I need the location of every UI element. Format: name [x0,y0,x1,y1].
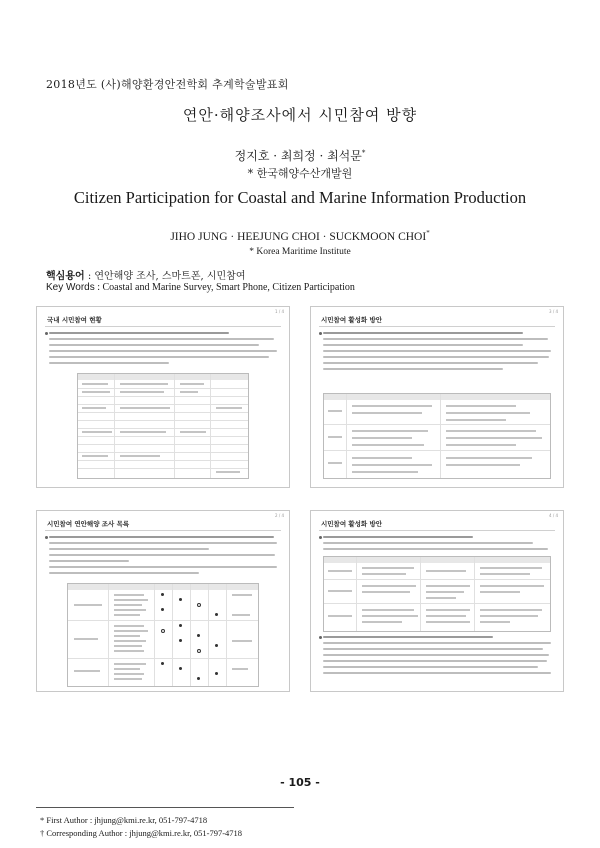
slide-text-line [323,356,549,358]
table-cell-text [180,383,204,385]
table-filled-mark [215,644,218,647]
table-row-line [68,620,258,621]
table-cell-text [480,615,538,617]
table-cell-text [74,604,102,606]
slide-page-number: 3 / 4 [549,309,558,314]
table-cell-text [426,621,470,623]
table-cell-text [120,383,168,385]
table-cell-text [74,638,98,640]
table-cell-text [114,650,144,652]
authors-korean [0,147,600,164]
table-col-line [172,584,173,686]
slide-text-line [49,542,277,544]
slide-text-line [49,554,275,556]
table-cell-text [426,609,470,611]
table-row-line [78,420,248,421]
footnote-first-author: * First Author : jhjung@kmi.re.kr, 051-797-4718 [40,815,208,825]
slide-text-line [49,548,209,550]
table-filled-mark [179,624,182,627]
table-cell-text [114,594,144,596]
table-cell-text [114,645,142,647]
table-cell-text [114,630,148,632]
table-cell-text [114,640,146,642]
table-row-line [78,404,248,405]
slide-page-number: 4 / 4 [549,513,558,518]
slide-table [323,393,551,479]
table-cell-text [446,430,536,432]
keywords-english-value: : Coastal and Marine Survey, Smart Phone, Citizen Participation [94,282,355,293]
keywords-korean [46,267,246,282]
table-row-line [78,452,248,453]
authors-english-names: JIHO JUNG · HEEJUNG CHOI · SUCKMOON CHOI [170,230,427,243]
slide-thumbnail-4 [310,510,564,692]
table-cell-text [446,412,530,414]
authors-korean-names: 정지호 · 최희정 · 최석문 [234,149,362,163]
table-filled-mark [179,667,182,670]
table-col-line [210,374,211,478]
table-row-line [78,444,248,445]
slide-page-number: 1 / 4 [275,309,284,314]
slide-text-line [323,542,533,544]
table-col-line [190,584,191,686]
table-col-line [174,374,175,478]
table-cell-text [114,663,146,665]
slide-text-line [49,566,277,568]
slide-text-line [49,572,199,574]
table-cell-text [328,590,352,592]
table-cell-text [362,573,406,575]
table-cell-text [426,597,456,599]
slide-text-line [49,356,269,358]
table-cell-text [362,567,414,569]
table-col-line [226,584,227,686]
table-cell-text [426,591,464,593]
slide-page-number: 2 / 4 [275,513,284,518]
slide-title: 시민참여 연안해양 조사 목록 [47,520,130,528]
table-cell-text [446,419,506,421]
table-cell-text [82,455,108,457]
conference-header: 2018년도 (사)해양환경안전학회 추계학술발표회 [46,78,289,91]
table-cell-text [426,585,470,587]
table-row-line [324,424,550,425]
table-cell-text [480,621,510,623]
table-cell-text [352,405,432,407]
slide-text-line [323,362,538,364]
authors-english-mark: * [426,229,430,237]
table-cell-text [352,437,412,439]
table-col-line [420,557,421,631]
slide-text-line [323,350,551,352]
table-header-row [78,374,248,380]
slide-text-line [323,660,547,662]
keywords-english [46,282,355,293]
table-cell-text [120,455,160,457]
table-cell-text [446,405,516,407]
table-filled-mark [161,608,164,611]
table-filled-mark [161,662,164,665]
table-row-line [78,468,248,469]
slide-table [67,583,259,687]
table-filled-mark [161,593,164,596]
table-cell-text [480,609,542,611]
table-row-line [78,460,248,461]
slide-thumbnail-1 [36,306,290,488]
slide-divider [45,326,281,327]
title-korean: 연안·해양조사에서 시민참여 방향 [182,106,418,124]
table-cell-text [114,625,144,627]
table-cell-text [114,599,148,601]
table-row-line [324,450,550,451]
table-cell-text [114,673,144,675]
authors-korean-mark: * [361,149,366,157]
table-filled-mark [215,613,218,616]
table-cell-text [328,462,342,464]
slide-bullet [45,332,48,335]
slide-text-line [323,548,548,550]
slide-text-line [323,654,549,656]
table-cell-text [362,609,414,611]
slide-text-line [323,332,523,334]
table-header-row [68,584,258,590]
table-cell-text [352,471,418,473]
table-cell-text [120,431,166,433]
table-cell-text [216,471,240,473]
table-filled-mark [215,672,218,675]
table-cell-text [232,594,252,596]
slide-thumbnail-2 [310,306,564,488]
table-cell-text [426,570,466,572]
slide-title: 시민참여 활성화 방안 [321,520,383,528]
footnote-divider [36,807,294,808]
table-cell-text [362,621,402,623]
table-cell-text [426,615,466,617]
slide-text-line [323,642,551,644]
slide-text-line [49,332,229,334]
keywords-korean-value: : 연안해양 조사, 스마트폰, 시민참여 [84,271,246,282]
table-col-line [474,557,475,631]
table-cell-text [232,640,252,642]
table-header-row [324,557,550,563]
table-cell-text [328,615,352,617]
affiliation-english: * Korea Maritime Institute [249,247,351,257]
table-cell-text [82,407,106,409]
table-cell-text [114,604,142,606]
table-row-line [324,603,550,604]
table-cell-text [446,457,532,459]
table-cell-text [82,391,110,393]
title-english: Citizen Participation for Coastal and Marine Information Production [73,188,527,207]
slide-table [77,373,249,479]
table-open-mark [197,649,201,653]
table-cell-text [446,444,516,446]
table-col-line [208,584,209,686]
slide-text-line [323,648,543,650]
table-cell-text [328,436,342,438]
table-cell-text [74,670,100,672]
table-row-line [68,658,258,659]
slide-divider [319,326,555,327]
slide-text-line [49,350,277,352]
footnote-corresponding-author: † Corresponding Author : jhjung@kmi.re.kr, 051-797-4718 [40,828,243,838]
table-cell-text [352,412,422,414]
slide-text-line [323,368,503,370]
table-cell-text [114,614,140,616]
slide-text-line [323,338,548,340]
slide-text-line [323,672,551,674]
table-header-row [324,394,550,400]
slide-thumbnail-3 [36,510,290,692]
slide-bullet [319,536,322,539]
slide-text-line [49,560,129,562]
table-cell-text [480,573,530,575]
table-open-mark [197,603,201,607]
table-cell-text [352,464,432,466]
table-cell-text [446,464,520,466]
table-filled-mark [179,598,182,601]
keywords-korean-label: 핵심용어 [46,271,85,282]
table-cell-text [362,615,418,617]
slide-text-line [49,338,274,340]
table-open-mark [161,629,165,633]
table-cell-text [114,668,140,670]
slide-text-line [323,666,538,668]
slide-text-line [49,344,259,346]
slide-title: 시민참여 활성화 방안 [321,316,383,324]
slide-text-line [323,636,493,638]
table-filled-mark [179,639,182,642]
table-cell-text [362,591,410,593]
table-cell-text [232,668,248,670]
table-cell-text [82,383,108,385]
table-row-line [78,396,248,397]
table-cell-text [480,585,544,587]
table-cell-text [180,391,198,393]
table-cell-text [352,457,412,459]
table-row-line [78,436,248,437]
slide-text-line [49,362,169,364]
table-row-line [78,428,248,429]
table-filled-mark [197,634,200,637]
table-row-line [78,412,248,413]
table-cell-text [120,407,170,409]
table-cell-text [352,430,428,432]
slide-bullet [45,536,48,539]
slide-divider [319,530,555,531]
slide-text-line [323,536,473,538]
table-cell-text [352,444,424,446]
table-cell-text [328,570,352,572]
slide-divider [45,530,281,531]
table-cell-text [114,635,140,637]
table-cell-text [114,678,142,680]
table-cell-text [180,431,206,433]
table-cell-text [216,407,242,409]
table-cell-text [82,431,112,433]
table-cell-text [232,614,250,616]
table-row-line [78,388,248,389]
table-filled-mark [197,677,200,680]
slide-text-line [49,536,274,538]
table-cell-text [480,591,520,593]
slide-text-line [323,344,523,346]
slide-bullet [319,332,322,335]
table-row-line [324,579,550,580]
table-cell-text [480,567,542,569]
table-col-line [154,584,155,686]
slide-bullet [319,636,322,639]
table-col-line [108,584,109,686]
affiliation-korean: * 한국해양수산개발원 [247,167,353,180]
table-cell-text [328,410,342,412]
keywords-english-label: Key Words [46,282,95,293]
slide-table [323,556,551,632]
authors-english [0,229,600,243]
page-number: - 105 - [280,776,320,789]
table-cell-text [362,585,416,587]
table-cell-text [114,609,146,611]
table-cell-text [446,437,542,439]
table-col-line [346,394,347,478]
table-col-line [356,557,357,631]
table-col-line [114,374,115,478]
table-col-line [440,394,441,478]
slide-title: 국내 시민참여 현황 [47,316,102,324]
table-cell-text [120,391,164,393]
